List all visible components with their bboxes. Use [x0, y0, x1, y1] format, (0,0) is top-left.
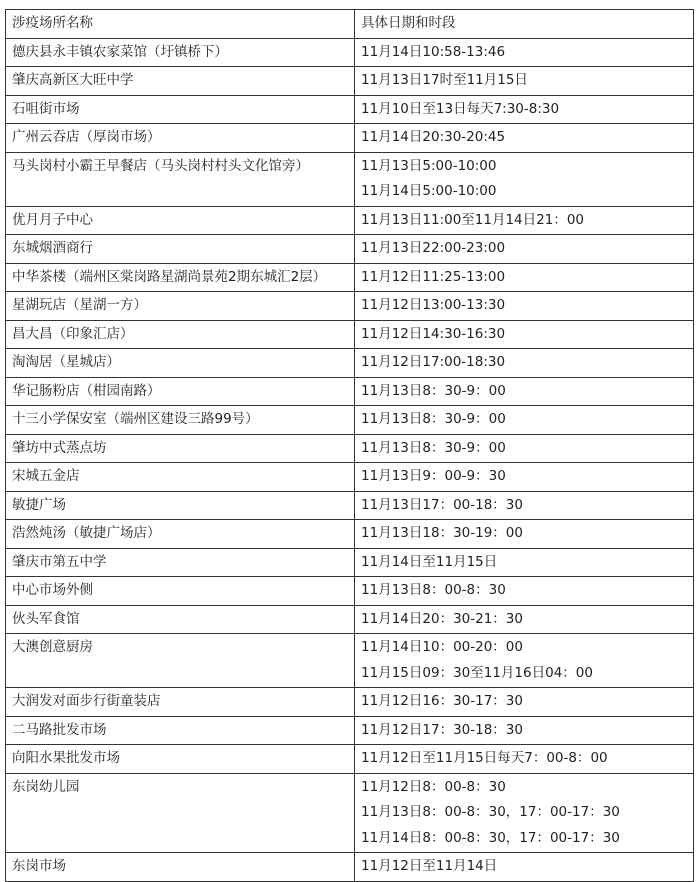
table-row	[6, 688, 694, 717]
place-cell: 宋城五金店	[6, 463, 355, 492]
time-cell	[355, 95, 694, 124]
table-row	[6, 605, 694, 634]
time-entry: 11月13日8：00-8：30，17：00-17：30	[361, 804, 620, 820]
time-entry: 11月15日09：30至11月16日04：00	[361, 664, 593, 681]
time-cell	[355, 406, 694, 435]
time-entry: 11月13日11:00至11月14日21：00	[361, 211, 585, 228]
table-row	[6, 152, 694, 206]
place-cell: 石咀街市场	[6, 95, 355, 124]
table-row	[6, 406, 694, 435]
time-entry: 11月10日至13日每天7:30-8:30	[361, 100, 560, 117]
time-cell	[355, 577, 694, 606]
place-cell: 肇庆市第五中学	[6, 548, 355, 577]
time-entry: 11月12日8：00-8：30	[361, 778, 506, 795]
time-entry: 11月12日至11月14日	[361, 858, 498, 874]
place-cell: 大澳创意厨房	[6, 634, 355, 688]
table-row	[6, 38, 694, 67]
time-entry: 11月12日16：30-17：30	[361, 693, 523, 709]
exposure-sites-table	[5, 9, 694, 882]
time-entry: 11月12日至11月15日每天7：00-8：00	[361, 750, 608, 766]
time-cell	[355, 688, 694, 717]
table-row	[6, 206, 694, 235]
place-cell: 肇坊中式蒸点坊	[6, 434, 355, 463]
place-cell: 浩然炖汤（敏捷广场店）	[6, 520, 355, 549]
table-body	[6, 10, 694, 882]
time-entry: 11月13日17：00-18：30	[361, 496, 523, 513]
time-cell	[355, 292, 694, 321]
time-cell	[355, 520, 694, 549]
time-cell	[355, 124, 694, 153]
time-entry: 11月12日14:30-16:30	[361, 325, 506, 342]
table-row	[6, 434, 694, 463]
table-row	[6, 349, 694, 378]
time-cell	[355, 716, 694, 745]
table-row	[6, 95, 694, 124]
place-cell: 华记肠粉店（柑园南路）	[6, 377, 355, 406]
place-cell: 优月月子中心	[6, 206, 355, 235]
place-cell: 昌大昌（印象汇店）	[6, 320, 355, 349]
time-cell	[355, 320, 694, 349]
time-entry: 11月12日17：30-18：30	[361, 721, 523, 738]
time-entry: 11月13日17时至11月15日	[361, 72, 528, 88]
time-entry: 11月12日11:25-13:00	[361, 268, 506, 285]
table-row	[6, 235, 694, 264]
time-entry: 11月13日22:00-23:00	[361, 240, 506, 256]
time-entry: 11月13日18：30-19：00	[361, 525, 523, 541]
time-entry: 11月14日10：00-20：00	[361, 639, 523, 655]
time-cell	[355, 463, 694, 492]
place-cell: 星湖玩店（星湖一方）	[6, 292, 355, 321]
time-entry: 11月13日8：00-8：30	[361, 582, 506, 598]
table-row	[6, 491, 694, 520]
table-row	[6, 745, 694, 774]
table-row	[6, 853, 694, 882]
time-entry: 11月14日5:00-10:00	[361, 183, 497, 199]
place-cell: 向阳水果批发市场	[6, 745, 355, 774]
time-entry: 11月12日13:00-13:30	[361, 297, 506, 313]
place-cell: 德庆县永丰镇农家菜馆（圩镇桥下）	[6, 38, 355, 67]
table-row	[6, 292, 694, 321]
place-cell: 中心市场外侧	[6, 577, 355, 606]
time-cell	[355, 152, 694, 206]
time-entry: 11月14日8：00-8：30，17：00-17：30	[361, 829, 620, 846]
time-entry: 11月14日10:58-13:46	[361, 43, 506, 60]
time-entry: 11月13日9：00-9：30	[361, 468, 506, 484]
place-cell: 马头岗村小霸王早餐店（马头岗村村头文化馆旁）	[6, 152, 355, 206]
place-cell: 中华茶楼（端州区棠岗路星湖尚景苑2期东城汇2层）	[6, 263, 355, 292]
time-cell	[355, 491, 694, 520]
time-cell	[355, 263, 694, 292]
time-entry: 11月14日至11月15日	[361, 553, 498, 570]
place-cell: 十三小学保安室（端州区建设三路99号）	[6, 406, 355, 435]
place-cell: 东岗幼儿园	[6, 773, 355, 853]
table-row	[6, 67, 694, 96]
time-entry: 11月13日5:00-10:00	[361, 157, 497, 174]
time-entry: 11月14日20:30-20:45	[361, 129, 506, 145]
place-cell: 大润发对面步行街童装店	[6, 688, 355, 717]
table-row	[6, 377, 694, 406]
time-cell	[355, 206, 694, 235]
table-row	[6, 716, 694, 745]
table-row	[6, 577, 694, 606]
time-entry: 11月13日8：30-9：00	[361, 382, 506, 399]
table-row	[6, 520, 694, 549]
time-entry: 11月12日17:00-18:30	[361, 354, 506, 370]
time-cell	[355, 745, 694, 774]
place-cell: 二马路批发市场	[6, 716, 355, 745]
place-cell: 东岗市场	[6, 853, 355, 882]
place-cell: 敏捷广场	[6, 491, 355, 520]
table-row	[6, 124, 694, 153]
time-cell	[355, 38, 694, 67]
time-entry: 11月14日20：30-21：30	[361, 610, 523, 627]
time-cell	[355, 67, 694, 96]
table-row	[6, 463, 694, 492]
time-cell	[355, 377, 694, 406]
place-cell: 广州云吞店（厚岗市场）	[6, 124, 355, 153]
time-cell	[355, 773, 694, 853]
time-cell	[355, 434, 694, 463]
header-row	[6, 10, 694, 39]
table-row	[6, 773, 694, 853]
table-row	[6, 634, 694, 688]
header-time: 具体日期和时段	[355, 10, 694, 39]
time-cell	[355, 853, 694, 882]
header-place: 涉疫场所名称	[6, 10, 355, 39]
table-row	[6, 548, 694, 577]
table-row	[6, 320, 694, 349]
time-cell	[355, 548, 694, 577]
time-entry: 11月13日8：30-9：00	[361, 411, 506, 427]
time-cell	[355, 634, 694, 688]
time-cell	[355, 349, 694, 378]
place-cell: 伙头军食馆	[6, 605, 355, 634]
place-cell: 东城烟酒商行	[6, 235, 355, 264]
time-cell	[355, 235, 694, 264]
time-cell	[355, 605, 694, 634]
place-cell: 肇庆高新区大旺中学	[6, 67, 355, 96]
time-entry: 11月13日8：30-9：00	[361, 439, 506, 456]
place-cell: 淘淘居（星城店）	[6, 349, 355, 378]
table-row	[6, 263, 694, 292]
